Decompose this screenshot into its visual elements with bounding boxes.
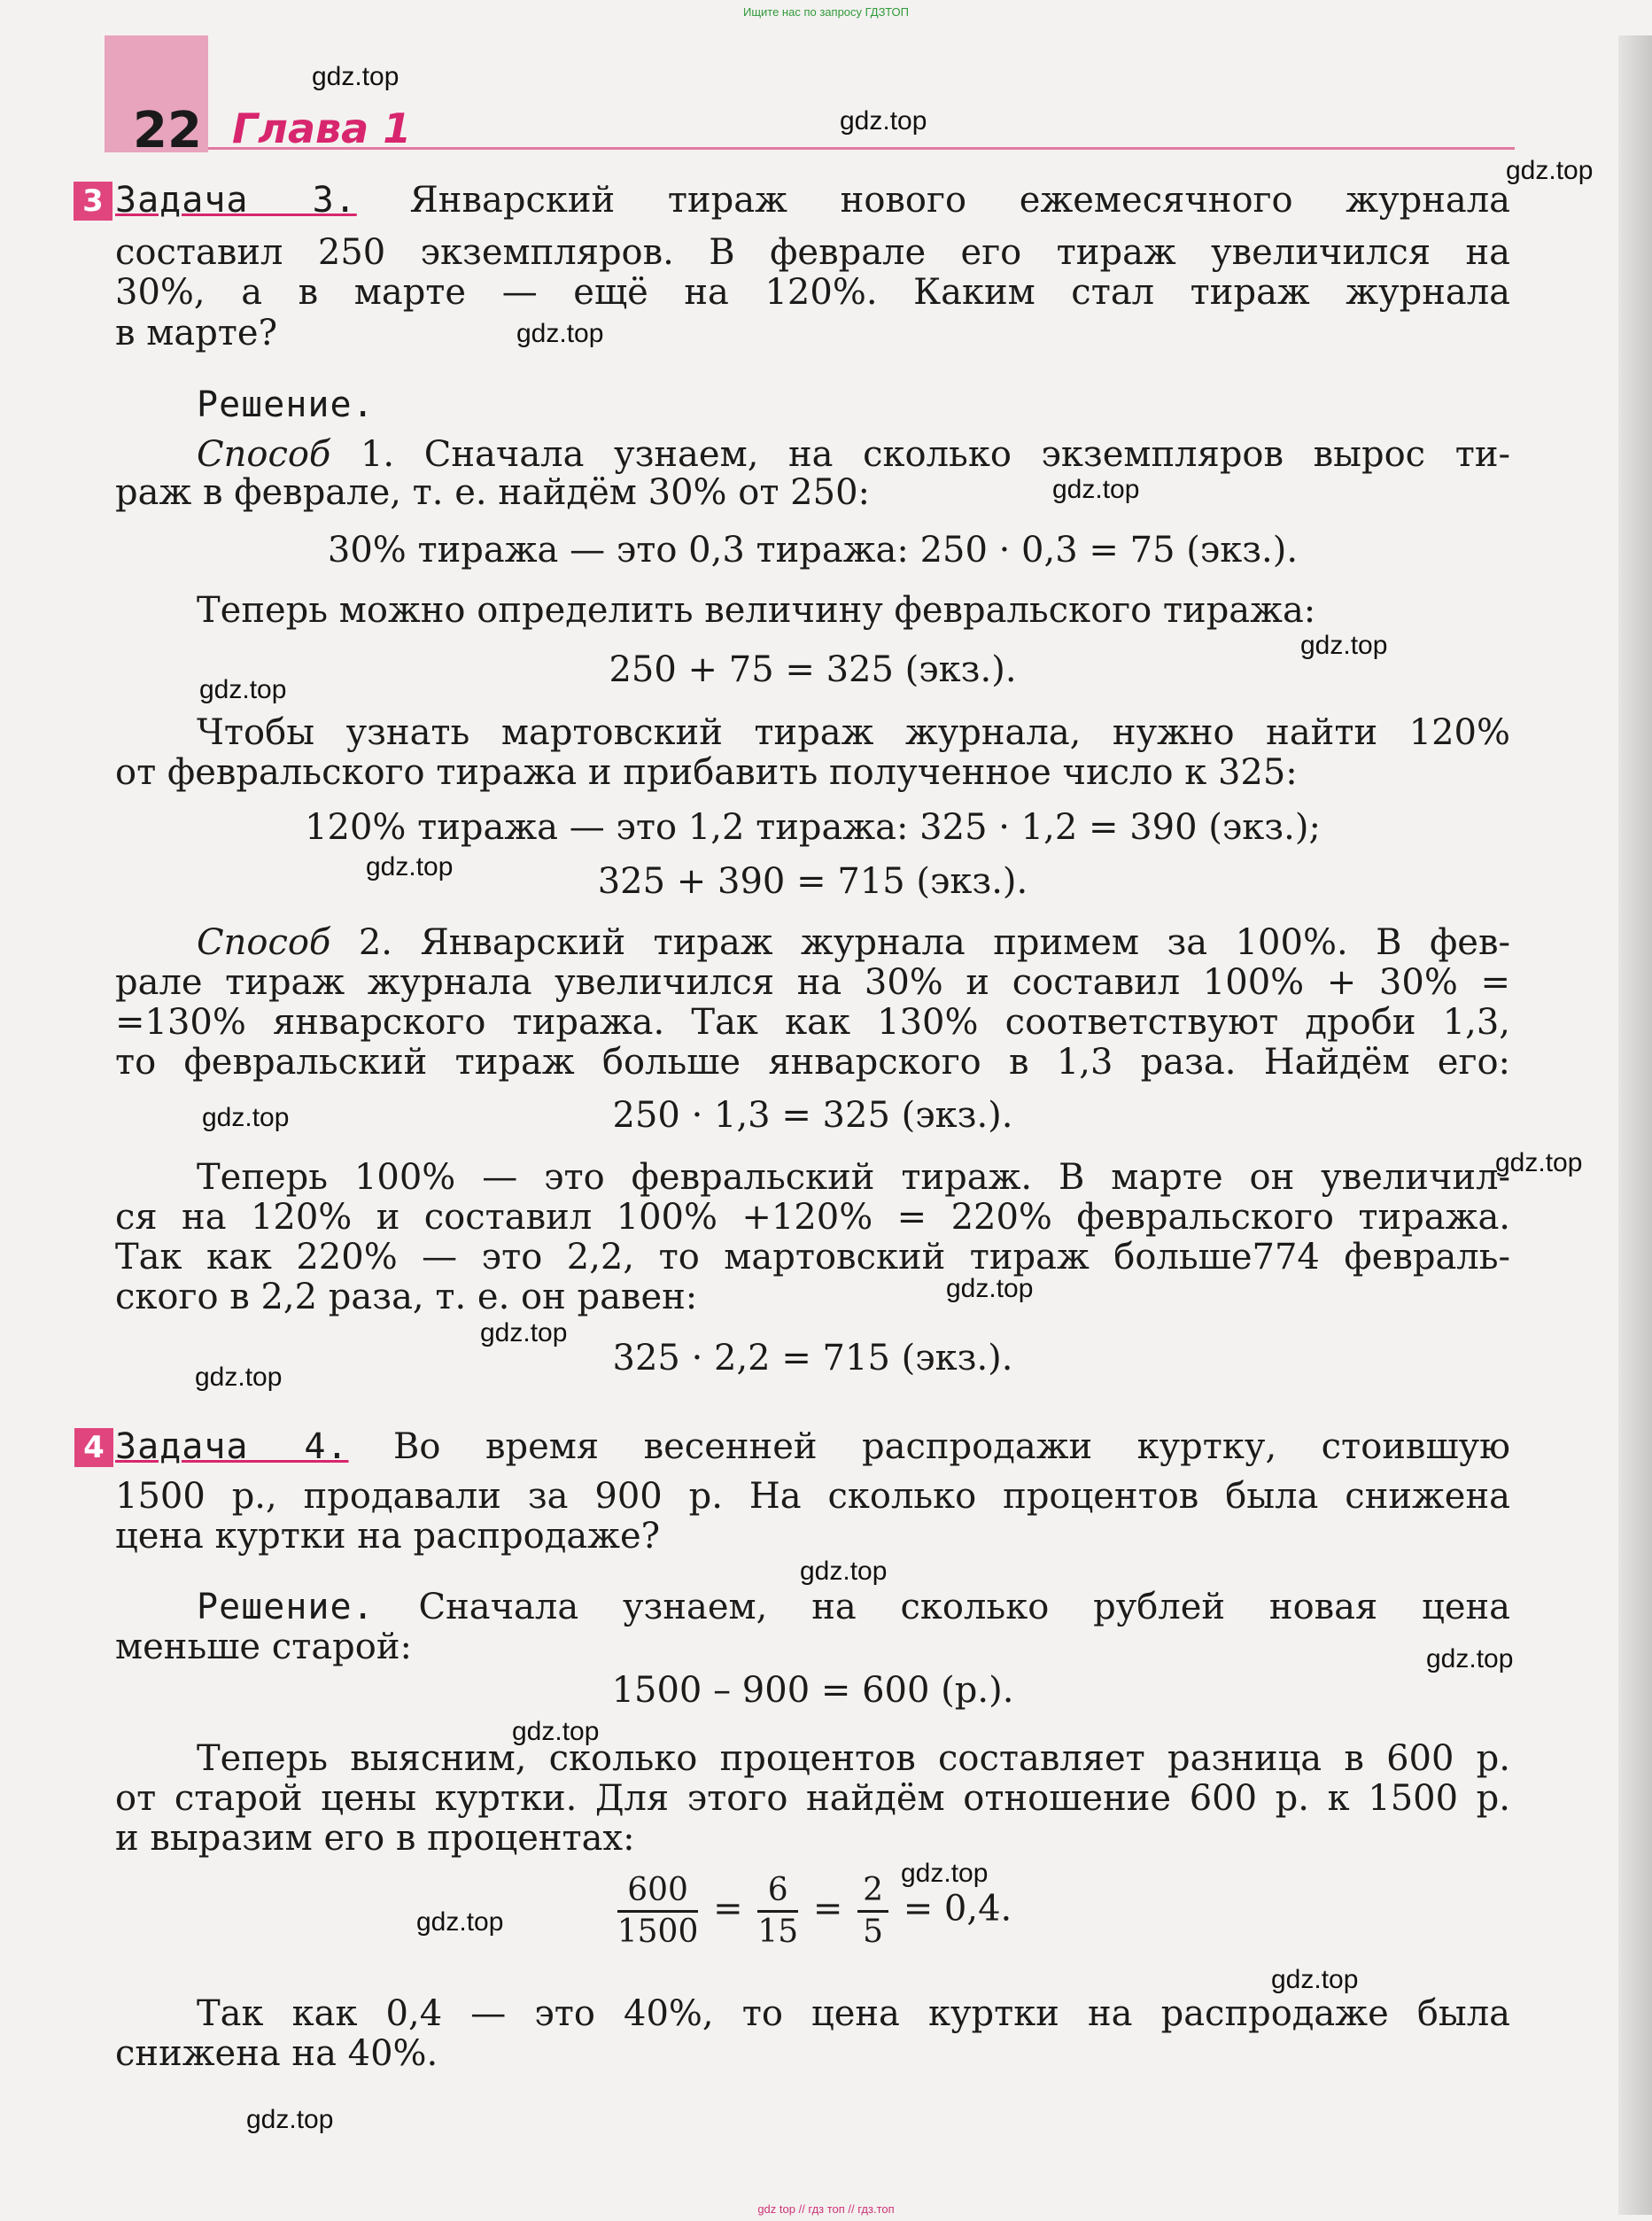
fraction-denominator: 15 [757,1914,799,1950]
chapter-title: Глава 1 [232,105,412,152]
watermark: gdz.top [1271,1965,1359,1994]
fraction-equation: $\frac{600}{1500}$ = $\frac{6}{15}$ = $\frac{2}{5}$ = 0,4. [617,1872,1012,1950]
equation: 120% тиража — это 1,2 тиража: 325 · 1,2 = 390 (экз.); [305,807,1321,848]
fraction-numerator: 6 [757,1871,798,1913]
method1-line: от февральского тиража и прибавить полученное число к 325: [115,752,1298,793]
fraction [617,1871,699,1952]
task4-solution-line: меньше старой: [115,1627,412,1667]
equation: 30% тиража — это 0,3 тиража: 250 · 0,3 = 75 (экз.). [327,530,1299,571]
method2-line: Теперь 100% — это февральский тираж. В марте он увеличил- [197,1157,1510,1198]
task3-title: Задача 3. [115,180,357,221]
method2-line [115,922,1510,963]
watermark: gdz.top [901,1859,989,1888]
fraction-denominator: 5 [863,1914,883,1950]
task4-statement-line: цена куртки на распродаже? [115,1516,661,1557]
equation: 250 · 1,3 = 325 (экз.). [612,1095,1013,1136]
task3-statement-line: составил 250 экземпляров. В феврале его тираж увеличился на [115,232,1510,273]
task4-solution-line [115,1587,1510,1627]
task-badge: 4 [74,1428,113,1467]
watermark: gdz.top [195,1363,283,1392]
task3-statement-line [115,180,1510,221]
fraction-numerator: 600 [617,1871,699,1913]
watermark: gdz.top [199,675,287,704]
fraction [757,1871,798,1952]
method2-text: 2. Январский тираж журнала примем за 100%. В фев- [358,922,1510,963]
task-badge: 3 [74,182,112,221]
task4-solution-line: Теперь выясним, сколько процентов составляет разница в 600 р. [197,1738,1510,1779]
method2-line: Так как 220% — это 2,2, то мартовский тираж больше774 февраль- [115,1237,1510,1277]
task4-solution-line: от старой цены куртки. Для этого найдём отношение 600 р. к 1500 р. [115,1778,1510,1819]
watermark: gdz.top [480,1318,568,1347]
method1-line: Чтобы узнать мартовский тираж журнала, нужно найти 120% [197,712,1510,753]
method1-label: Способ [197,434,331,475]
fraction [857,1871,888,1952]
bottom-note: gdz top // гдз топ // гдз.топ [757,2202,895,2216]
watermark: gdz.top [946,1274,1034,1303]
method2-label: Способ [197,922,331,963]
fraction-denominator: 1500 [617,1914,699,1950]
task3-statement-line: 30%, а в марте — ещё на 120%. Каким стал тираж журнала [115,272,1510,313]
task4-solution-line: и выразим его в процентах: [115,1818,635,1859]
equation: 250 + 75 = 325 (экз.). [609,649,1017,690]
watermark: gdz.top [1506,156,1594,185]
equation-result: = 0,4. [903,1888,1012,1930]
solution-label: Решение. [197,384,375,425]
task4-solution-text: Сначала узнаем, на сколько рублей новая цена [418,1587,1510,1627]
watermark: gdz.top [246,2105,334,2134]
task4-statement-text: Во время весенней распродажи куртку, стоившую [393,1426,1510,1467]
watermark: gdz.top [312,62,399,91]
method2-line: рале тираж журнала увеличился на 30% и составил 100% + 30% = [115,962,1510,1003]
equation: 1500 – 900 = 600 (р.). [611,1670,1014,1711]
watermark: gdz.top [800,1557,888,1586]
equation: 325 + 390 = 715 (экз.). [597,861,1028,902]
page-number: 22 [133,102,202,159]
watermark: gdz.top [840,106,927,136]
equation: 325 · 2,2 = 715 (экз.). [612,1338,1013,1378]
task3-statement-line: в марте? [115,313,278,353]
watermark: gdz.top [512,1717,600,1746]
task4-solution-line: снижена на 40%. [115,2033,438,2074]
solution-label: Решение. [197,1587,375,1627]
task3-statement-text: Январский тираж нового ежемесячного журнала [409,180,1510,221]
task4-solution-line: Так как 0,4 — это 40%, то цена куртки на распродаже была [197,1993,1510,2034]
method1-line: Теперь можно определить величину февральского тиража: [197,590,1316,631]
method1-line: раж в феврале, т. е. найдём 30% от 250: [115,472,870,513]
method1-text: 1. Сначала узнаем, на сколько экземпляров вырос ти- [360,434,1511,475]
watermark: gdz.top [516,319,604,348]
watermark: gdz.top [1426,1644,1514,1674]
method2-line: то февральский тираж больше январского в 1,3 раза. Найдём его: [115,1042,1510,1083]
method2-line: =130% январского тиража. Так как 130% соответствуют дроби 1,3, [115,1002,1510,1043]
page-edge-shadow [1618,35,1652,2215]
method2-line: ского в 2,2 раза, т. е. он равен: [115,1277,698,1317]
watermark: gdz.top [1052,475,1140,504]
method1-line [115,434,1510,475]
top-note: Ищите нас по запросу ГДЗТОП [742,5,909,19]
watermark: gdz.top [1300,631,1388,660]
watermark: gdz.top [416,1907,504,1937]
method2-line: ся на 120% и составил 100% +120% = 220% февральского тиража. [115,1197,1510,1238]
watermark: gdz.top [1495,1148,1583,1177]
fraction-numerator: 2 [857,1871,888,1913]
task4-title: Задача 4. [115,1426,349,1467]
task4-statement-line [115,1426,1510,1467]
watermark: gdz.top [366,852,454,881]
watermark: gdz.top [202,1103,290,1132]
task4-statement-line: 1500 р., продавали за 900 р. На сколько процентов была снижена [115,1476,1510,1517]
